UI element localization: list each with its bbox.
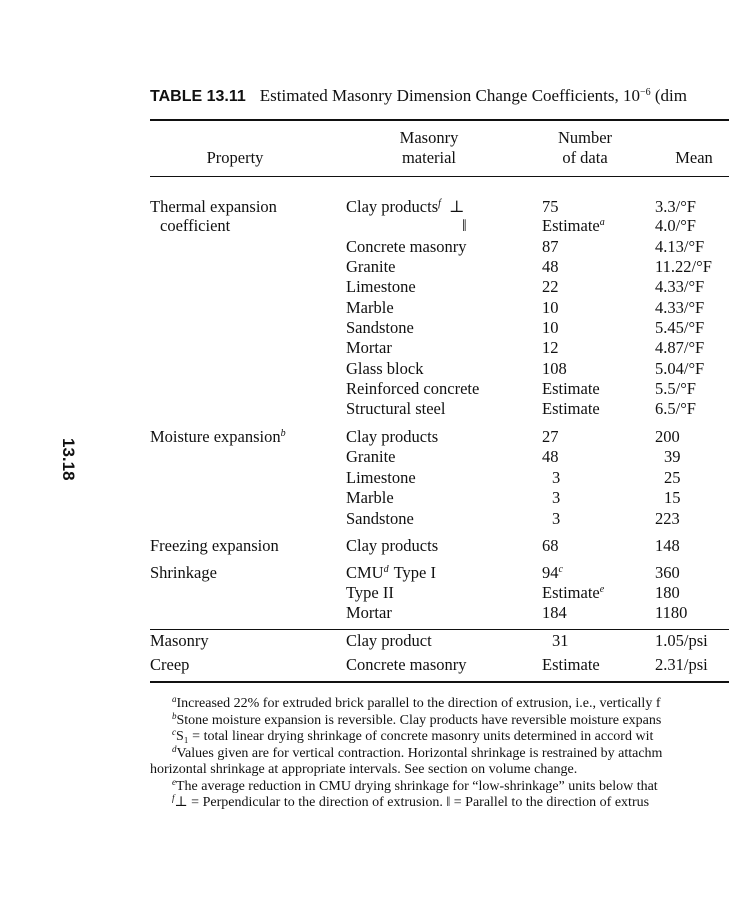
cell-mean: 25 (664, 468, 681, 487)
cell-material (346, 509, 414, 529)
bottom-rule (150, 681, 729, 683)
count-text: 3 (552, 509, 561, 528)
material-qualifier: Type I (393, 563, 436, 582)
footnote-line (150, 729, 653, 744)
footnote-text: S₁ = total linear drying shrinkage of concrete masonry units determined in accord wit (176, 729, 654, 744)
footnote (150, 713, 729, 729)
cell-number-of-data (542, 563, 563, 583)
cell-property (150, 427, 286, 447)
cell-material (346, 257, 395, 277)
cell-property (150, 197, 277, 217)
footnote-mark: e (172, 777, 176, 787)
header-number (540, 128, 630, 168)
cell-material (346, 655, 467, 675)
cell-number-of-data (542, 338, 559, 358)
cell-number-of-data (542, 298, 559, 318)
cell-mean: 360 (655, 563, 680, 582)
count-text: 3 (552, 468, 561, 487)
cell-number-of-data (542, 216, 605, 236)
cell-mean: 39 (664, 447, 681, 466)
count-text: 12 (542, 338, 559, 357)
footnote-mark: c (172, 727, 176, 737)
property-text: coefficient (160, 216, 231, 235)
cell-material (346, 379, 479, 399)
count-text: Estimate (542, 583, 600, 602)
table-title-tail: (dim (650, 86, 687, 105)
count-footnote-mark: e (599, 584, 605, 595)
cell-material (462, 216, 467, 236)
header-material-line2: material (401, 148, 457, 167)
footnote-line (150, 713, 661, 728)
header-property: Property (206, 148, 264, 167)
material-text: Concrete masonry (346, 655, 467, 674)
cell-mean: 1.05/psi (655, 631, 708, 650)
cell-mean: 5.45/°F (655, 318, 705, 337)
count-text: Estimate (542, 216, 600, 235)
material-text: Granite (346, 257, 396, 276)
cell-material (346, 536, 438, 556)
cell-material (346, 338, 392, 358)
count-footnote-mark: c (558, 564, 563, 575)
cell-mean: 4.0/°F (655, 216, 696, 235)
count-text: Estimate (542, 379, 600, 398)
count-text: 3 (552, 488, 561, 507)
cell-mean: 4.33/°F (655, 277, 705, 296)
cell-property (150, 563, 217, 583)
table-caption (150, 86, 687, 106)
footnote (150, 795, 729, 811)
count-text: 68 (542, 536, 559, 555)
count-text: 48 (542, 447, 559, 466)
footnote-text: The average reduction in CMU drying shrinkage for “low-shrinkage” units below that (176, 779, 658, 794)
cell-number-of-data (542, 237, 559, 257)
header-rule (150, 176, 729, 177)
cell-number-of-data (542, 655, 600, 675)
material-footnote-mark: d (383, 564, 389, 575)
footnote-line (150, 746, 662, 761)
cell-number-of-data (542, 359, 567, 379)
property-text: Shrinkage (150, 563, 217, 582)
footnote (150, 779, 729, 795)
footnote-line (150, 795, 649, 810)
material-text: Clay products (346, 536, 439, 555)
cell-material (346, 277, 416, 297)
footnote-mark: d (172, 744, 177, 754)
cell-number-of-data (542, 197, 559, 217)
cell-mean: 2.31/psi (655, 655, 708, 674)
cell-number-of-data (542, 447, 559, 467)
cell-property (150, 631, 209, 651)
cell-number-of-data (552, 631, 569, 651)
cell-material (346, 399, 445, 419)
cell-number-of-data (542, 257, 559, 277)
cell-mean: 15 (664, 488, 681, 507)
count-text: 87 (542, 237, 559, 256)
property-text: Thermal expansion (150, 197, 277, 216)
footnote-text: horizontal shrinkage at appropriate intervals. See section on volume change. (150, 762, 578, 777)
material-text: Limestone (346, 468, 416, 487)
material-footnote-mark: f (438, 198, 441, 209)
material-text: Sandstone (346, 509, 414, 528)
count-text: 75 (542, 197, 559, 216)
count-text: 10 (542, 318, 559, 337)
cell-number-of-data (552, 488, 560, 508)
cell-material (346, 427, 438, 447)
header-material (374, 128, 484, 168)
cell-mean: 1180 (655, 603, 688, 622)
cell-material (346, 563, 436, 583)
cell-mean: 5.04/°F (655, 359, 705, 378)
cell-number-of-data (542, 583, 604, 603)
cell-number-of-data (542, 603, 567, 623)
material-text: Type II (346, 583, 394, 602)
material-text: Mortar (346, 603, 392, 622)
footnote (150, 696, 729, 712)
cell-mean: 11.22/°F (655, 257, 712, 276)
table-title-exponent: −6 (639, 87, 651, 98)
material-text: Reinforced concrete (346, 379, 480, 398)
footnote-mark: a (172, 694, 177, 704)
cell-material (346, 359, 423, 379)
cell-material (346, 197, 464, 217)
table-title: Estimated Masonry Dimension Change Coefficients, 10 (259, 86, 640, 105)
footnote (150, 746, 729, 762)
cell-mean: 180 (655, 583, 680, 602)
count-text: 27 (542, 427, 559, 446)
material-text: Marble (346, 488, 394, 507)
footnote (150, 729, 729, 745)
footnote-text: Stone moisture expansion is reversible. Clay products have reversible moisture expans (176, 713, 662, 728)
material-qualifier: ⊥ (448, 197, 465, 216)
cell-number-of-data (542, 536, 559, 556)
footnote-text: Values given are for vertical contraction. Horizontal shrinkage is restrained by attachm (176, 746, 663, 761)
material-text: Clay products (346, 427, 439, 446)
page-number: 13.18 (59, 438, 78, 481)
cell-number-of-data (542, 277, 559, 297)
count-text: 31 (552, 631, 569, 650)
cell-property (160, 216, 230, 236)
footnote-line (150, 779, 658, 794)
footnote-line (150, 762, 577, 777)
count-text: 22 (542, 277, 559, 296)
property-text: Creep (150, 655, 190, 674)
count-footnote-mark: a (599, 217, 605, 228)
cell-mean: 4.13/°F (655, 237, 705, 256)
header-material-line1: Masonry (399, 128, 459, 147)
material-text: Glass block (346, 359, 424, 378)
cell-number-of-data (542, 399, 600, 419)
cell-property (150, 536, 279, 556)
cell-number-of-data (552, 509, 560, 529)
cell-mean: 4.87/°F (655, 338, 705, 357)
material-text: Clay products (346, 197, 439, 216)
material-text: Marble (346, 298, 394, 317)
cell-number-of-data (542, 318, 559, 338)
body-rule-1 (150, 629, 729, 630)
cell-number-of-data (552, 468, 560, 488)
cell-number-of-data (542, 379, 600, 399)
cell-material (346, 318, 414, 338)
material-text: Mortar (346, 338, 392, 357)
footnote-text: Increased 22% for extruded brick parallel to the direction of extrusion, i.e., vertically f (176, 696, 661, 711)
header-number-line2: of data (562, 148, 608, 167)
material-text: Limestone (346, 277, 416, 296)
cell-mean: 5.5/°F (655, 379, 696, 398)
cell-material (346, 237, 467, 257)
cell-property (150, 655, 189, 675)
cell-mean: 6.5/°F (655, 399, 696, 418)
footnote-text: ⊥ = Perpendicular to the direction of extrusion. ‖ = Parallel to the direction of extrus (174, 795, 650, 810)
property-text: Freezing expansion (150, 536, 279, 555)
cell-number-of-data (542, 427, 559, 447)
property-footnote-mark: b (280, 428, 286, 439)
footnote-mark: b (172, 711, 177, 721)
count-text: 10 (542, 298, 559, 317)
material-text: Concrete masonry (346, 237, 467, 256)
top-rule (150, 119, 729, 121)
cell-material (346, 631, 432, 651)
count-text: 94 (542, 563, 559, 582)
material-text: Structural steel (346, 399, 446, 418)
cell-material (346, 583, 394, 603)
material-text: Granite (346, 447, 396, 466)
cell-material (346, 488, 394, 508)
count-text: Estimate (542, 655, 600, 674)
cell-material (346, 468, 416, 488)
cell-mean: 200 (655, 427, 680, 446)
cell-mean: 223 (655, 509, 680, 528)
property-text: Masonry (150, 631, 209, 650)
property-text: Moisture expansion (150, 427, 281, 446)
cell-mean: 4.33/°F (655, 298, 705, 317)
cell-material (346, 447, 395, 467)
count-text: Estimate (542, 399, 600, 418)
material-text: CMU (346, 563, 384, 582)
table-number: TABLE 13.11 (150, 88, 246, 105)
material-qualifier: ‖ (462, 216, 467, 235)
count-text: 48 (542, 257, 559, 276)
material-text: Clay product (346, 631, 432, 650)
cell-material (346, 603, 392, 623)
cell-mean: 3.3/°F (655, 197, 696, 216)
cell-material (346, 298, 394, 318)
footnote-line (150, 696, 660, 711)
material-text: Sandstone (346, 318, 414, 337)
count-text: 108 (542, 359, 567, 378)
footnote-mark: f (172, 793, 175, 803)
header-number-line1: Number (557, 128, 613, 147)
cell-mean: 148 (655, 536, 680, 555)
footnote (150, 762, 729, 778)
count-text: 184 (542, 603, 567, 622)
header-mean: Mean (675, 148, 713, 167)
